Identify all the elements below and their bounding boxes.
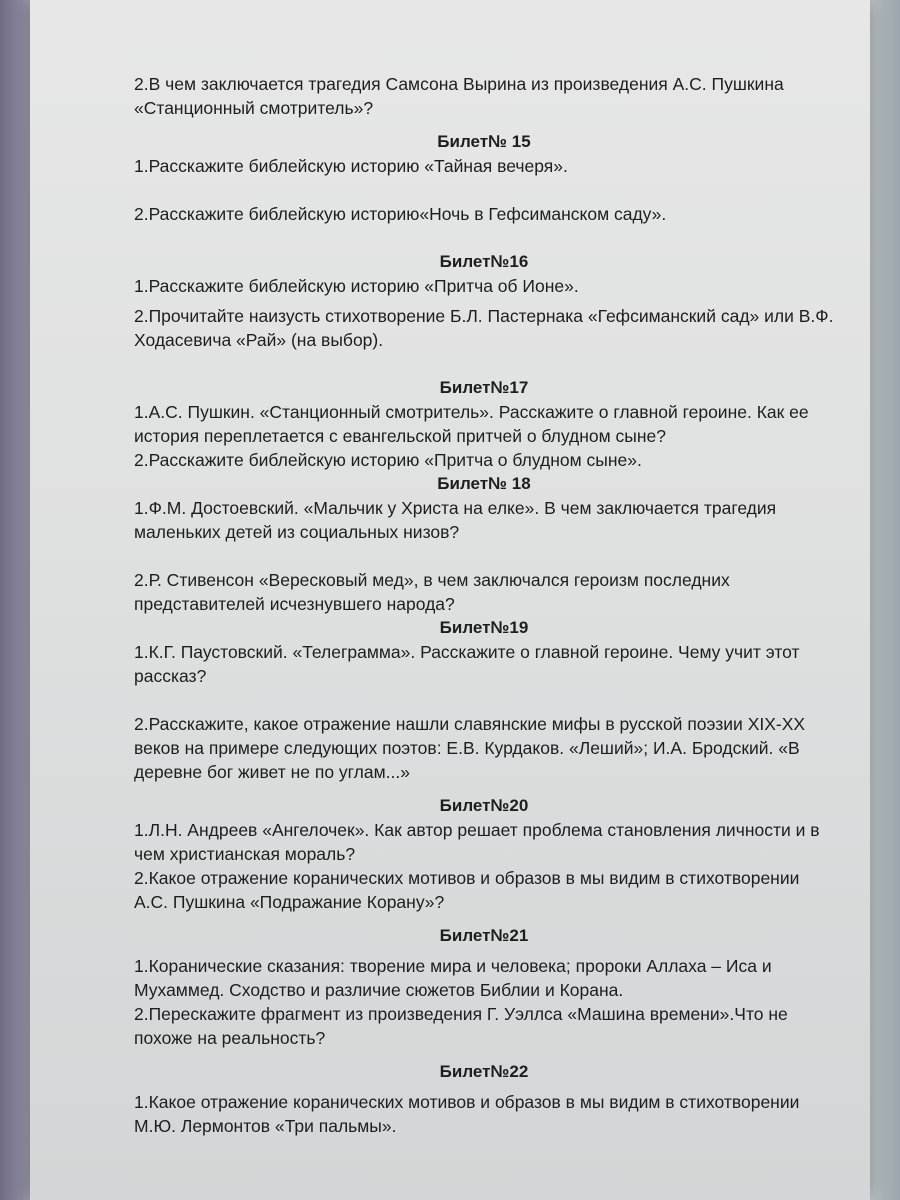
ticket-17-title: Билет№17	[439, 378, 529, 397]
ticket-18-question-2: 2.Р. Стивенсон «Вересковый мед», в чем заключался героизм последних представителей исчезнувшего народа?	[134, 570, 730, 614]
intro-question: 2.В чем заключается трагедия Самсона Вырина из произведения А.С. Пушкина «Станционный смотритель»?	[134, 74, 784, 118]
ticket-15-title: Билет№ 15	[437, 132, 531, 151]
ticket-22-title: Билет№22	[439, 1062, 529, 1081]
ticket-16-question-2: 2.Прочитайте наизусть стихотворение Б.Л. Пастернака «Гефсиманский сад» или В.Ф. Ходасевича «Рай» (на выбор).	[134, 306, 834, 350]
ticket-16-question-1: 1.Расскажите библейскую историю «Притча об Ионе».	[134, 276, 579, 296]
ticket-21-question-1: 1.Коранические сказания: творение мира и человека; пророки Аллаха – Иса и Мухаммед. Сходство и различие сюжетов Библии и Корана.	[134, 956, 772, 1000]
ticket-19-question-1: 1.К.Г. Паустовский. «Телеграмма». Расскажите о главной героине. Чему учит этот рассказ?	[134, 642, 800, 686]
ticket-20-question-2: 2.Какое отражение коранических мотивов и образов в мы видим в стихотворении А.С. Пушкина «Подражание Корану»?	[134, 868, 800, 912]
ticket-21-question-2: 2.Перескажите фрагмент из произведения Г. Уэллса «Машина времени».Что не похоже на реальность?	[134, 1004, 788, 1048]
ticket-17-question-1: 1.А.С. Пушкин. «Станционный смотритель». Расскажите о главной героине. Как ее история переплетается с евангельской притчей о блудном сыне?	[134, 402, 809, 446]
ticket-19-question-2: 2.Расскажите, какое отражение нашли славянские мифы в русской поэзии XIX-XX веков на примере следующих поэтов: Е.В. Курдаков. «Леший»; И.А. Бродский. «В деревне бог живет не по углам...»	[134, 714, 806, 782]
ticket-19-title: Билет№19	[439, 618, 529, 637]
ticket-20-question-1: 1.Л.Н. Андреев «Ангелочек». Как автор решает проблема становления личности и в чем христианская мораль?	[134, 820, 820, 864]
ticket-21-title: Билет№21	[439, 926, 529, 945]
ticket-18-title: Билет№ 18	[437, 474, 531, 493]
ticket-22-question-1: 1.Какое отражение коранических мотивов и образов в мы видим в стихотворении М.Ю. Лермонтов «Три пальмы».	[134, 1092, 800, 1136]
ticket-15-question-2: 2.Расскажите библейскую историю«Ночь в Гефсиманском саду».	[134, 204, 667, 224]
ticket-17-question-2: 2.Расскажите библейскую историю «Притча о блудном сыне».	[134, 450, 642, 470]
ticket-16-title: Билет№16	[439, 252, 529, 271]
ticket-18-question-1: 1.Ф.М. Достоевский. «Мальчик у Христа на елке». В чем заключается трагедия маленьких детей из социальных низов?	[134, 498, 777, 542]
ticket-15-question-1: 1.Расскажите библейскую историю «Тайная вечеря».	[134, 156, 568, 176]
ticket-list	[134, 72, 834, 1138]
ticket-20-title: Билет№20	[439, 796, 529, 815]
paper-sheet	[30, 0, 870, 1200]
